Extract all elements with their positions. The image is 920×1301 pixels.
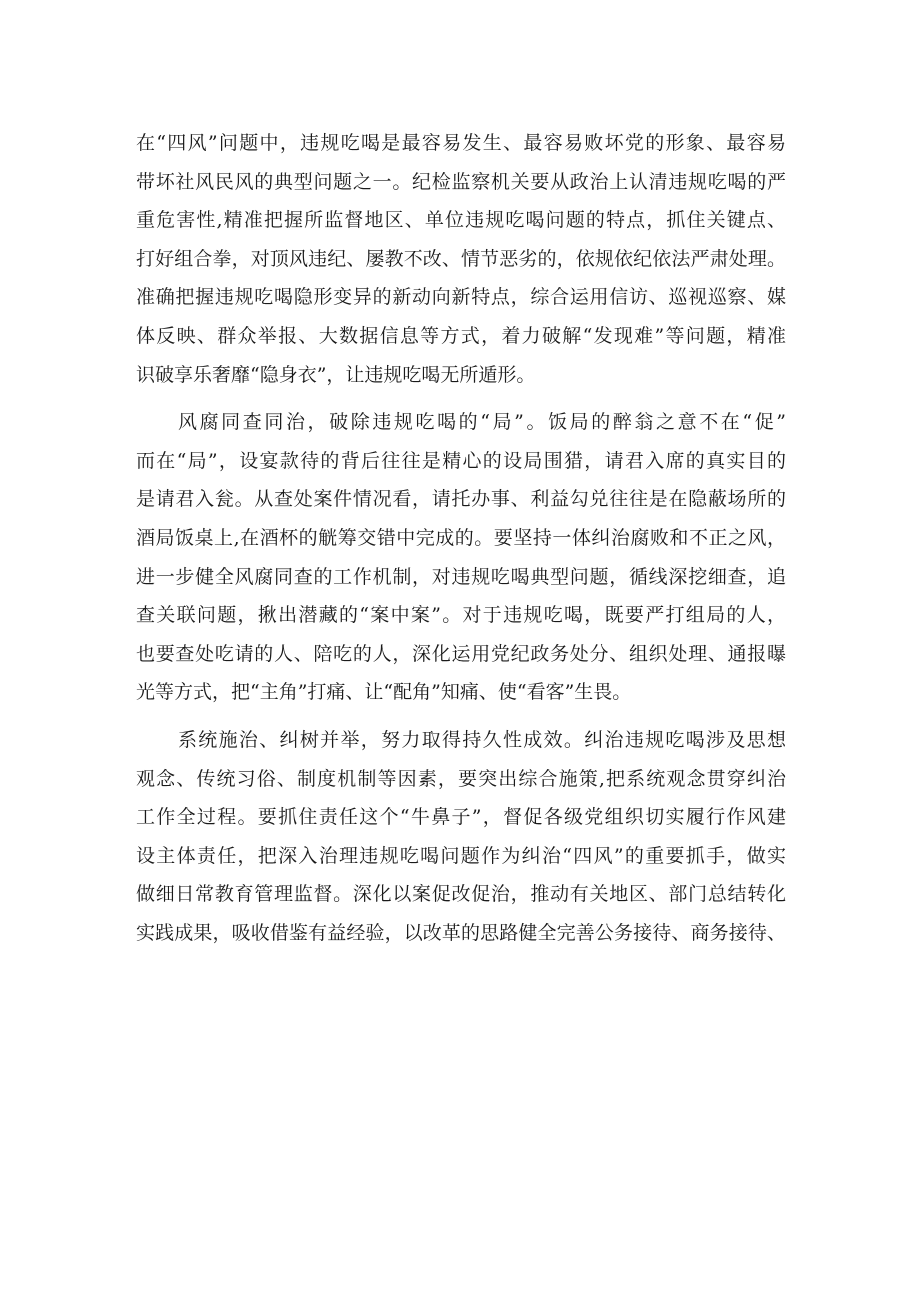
paragraph-line: 光等方式，把“主角”打痛、让“配角”知痛、使“看客”生畏。: [136, 681, 632, 704]
article-body: [136, 124, 786, 952]
paragraph-line: 准确把握违规吃喝隐形变异的新动向新特点，综合运用信访、巡视巡察、媒: [136, 286, 786, 309]
paragraph-line: 酒局饭桌上,在酒杯的觥筹交错中完成的。要坚持一体纠治腐败和不正之风，: [136, 526, 786, 549]
paragraph-line: 查关联问题，揪出潜藏的“案中案”。对于违规吃喝，既要严打组局的人，: [136, 604, 786, 627]
paragraph-line: 工作全过程。要抓住责任这个“牛鼻子”，督促各级党组织切实履行作风建: [136, 806, 786, 829]
paragraph-line: 设主体责任，把深入治理违规吃喝问题作为纠治“四风”的重要抓手，做实: [136, 844, 786, 867]
paragraph-line: 重危害性,精准把握所监督地区、单位违规吃喝问题的特点，抓住关键点、: [136, 209, 786, 232]
paragraph-gap: [136, 394, 786, 403]
paragraph-gap: [136, 712, 786, 721]
paragraph-line: 实践成果，吸收借鉴有益经验，以改革的思路健全完善公务接待、商务接待、: [136, 921, 786, 944]
paragraph-line: 系统施治、纠树并举，努力取得持久性成效。纠治违规吃喝涉及思想: [178, 728, 786, 751]
paragraph-line: 做细日常教育管理监督。深化以案促改促治，推动有关地区、部门总结转化: [136, 883, 786, 906]
paragraph-line: 识破享乐奢靡“隐身衣”，让违规吃喝无所遁形。: [136, 363, 536, 386]
paragraph-line: 进一步健全风腐同查的工作机制，对违规吃喝典型问题，循线深挖细查，追: [136, 565, 786, 588]
paragraph-2: [136, 403, 786, 712]
paragraph-line: 在“四风”问题中，违规吃喝是最容易发生、最容易败坏党的形象、最容易: [136, 132, 786, 154]
paragraph-line: 而在“局”，设宴款待的背后往往是精心的设局围猎，请君入席的真实目的: [136, 449, 786, 472]
paragraph-line: 体反映、群众举报、大数据信息等方式，着力破解“发现难”等问题，精准: [136, 324, 786, 347]
paragraph-1: [136, 124, 786, 394]
paragraph-line: 是请君入瓮。从查处案件情况看，请托办事、利益勾兑往往是在隐蔽场所的: [136, 488, 786, 511]
paragraph-line: 带坏社风民风的典型问题之一。纪检监察机关要从政治上认清违规吃喝的严: [136, 170, 786, 193]
paragraph-line: 也要查处吃请的人、陪吃的人，深化运用党纪政务处分、组织处理、通报曝: [136, 642, 786, 665]
paragraph-line: 观念、传统习俗、制度机制等因素，要突出综合施策,把系统观念贯穿纠治: [136, 767, 786, 790]
paragraph-line: 打好组合拳，对顶风违纪、屡教不改、情节恶劣的，依规依纪依法严肃处理。: [136, 247, 786, 270]
paragraph-line: 风腐同查同治，破除违规吃喝的“局”。饭局的醉翁之意不在“促”: [178, 411, 786, 434]
paragraph-3: [136, 721, 786, 953]
